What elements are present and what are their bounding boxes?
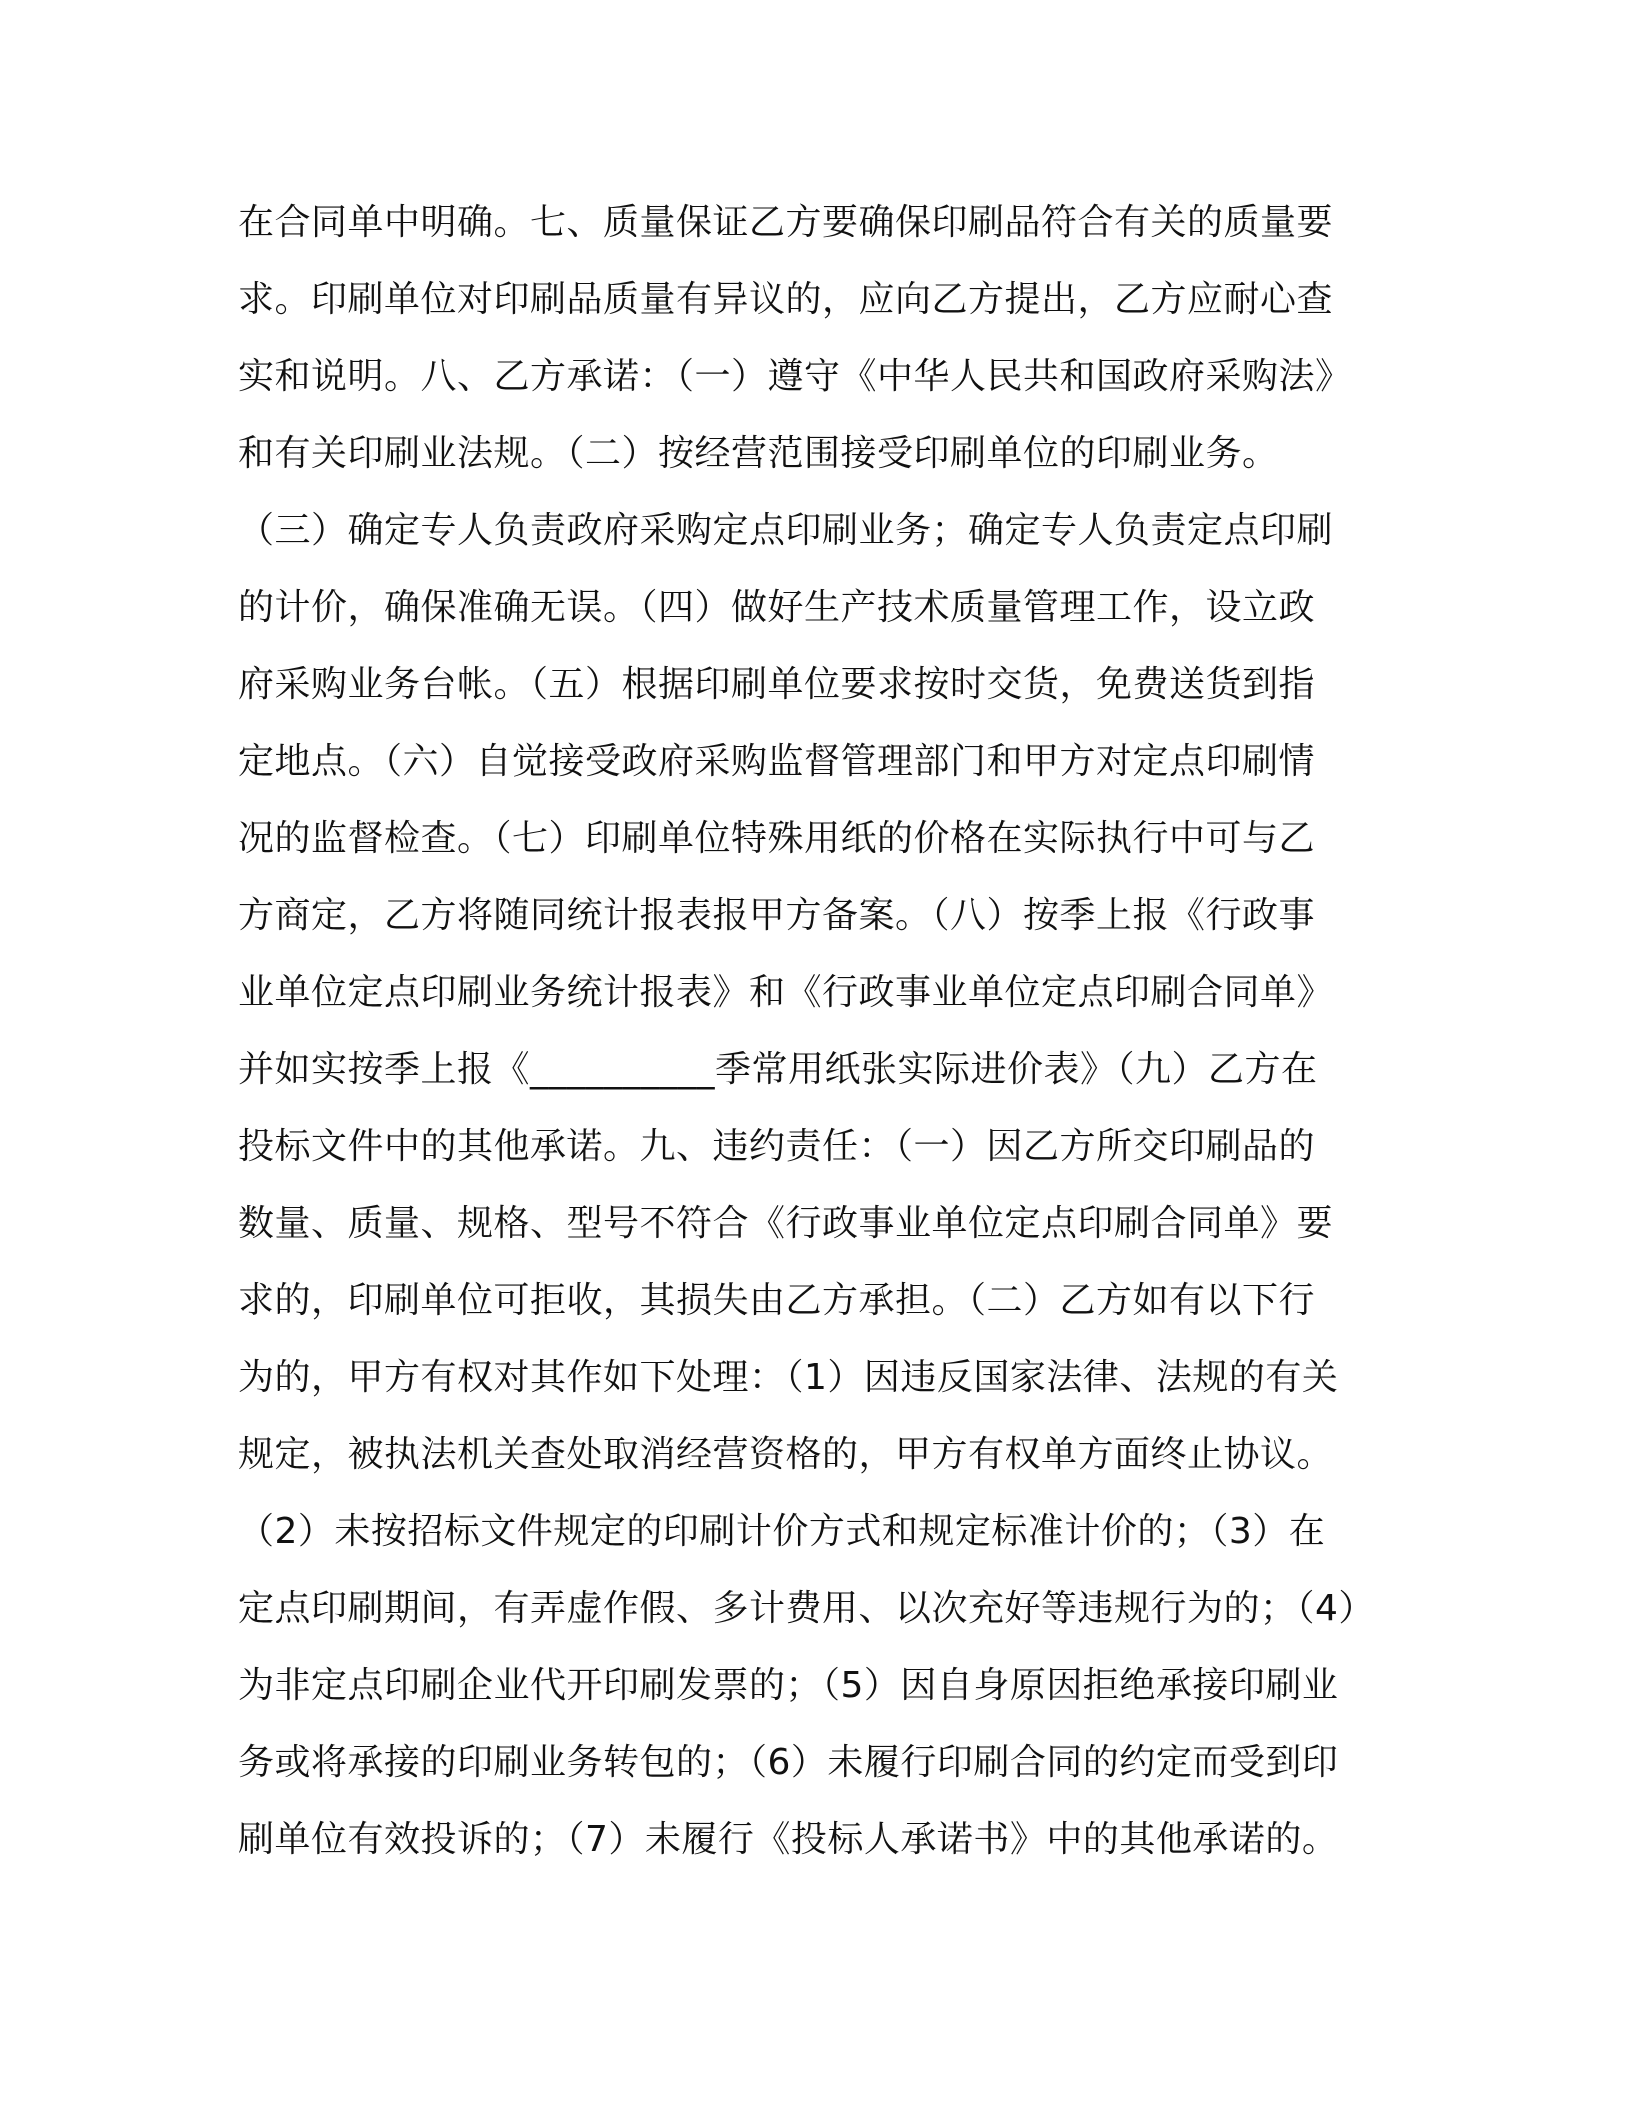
text-line-5: （三）确定专人负责政府采购定点印刷业务；确定专人负责定点印刷 xyxy=(238,510,1334,551)
text-line-16: 为的，甲方有权对其作如下处理：（1）因违反国家法律、法规的有关 xyxy=(238,1357,1339,1398)
contract-body-text xyxy=(238,184,1398,1878)
text-line-4: 和有关印刷业法规。（二）按经营范围接受印刷单位的印刷业务。 xyxy=(238,433,1279,474)
text-line-22: 刷单位有效投诉的；（7）未履行《投标人承诺书》中的其他承诺的。 xyxy=(238,1819,1339,1860)
text-line-19: 定点印刷期间，有弄虚作假、多计费用、以次充好等违规行为的；（4） xyxy=(238,1588,1375,1629)
text-line-15: 求的，印刷单位可拒收，其损失由乙方承担。（二）乙方如有以下行 xyxy=(238,1280,1316,1321)
text-line-12: 并如实按季上报《__________季常用纸张实际进价表》（九）乙方在 xyxy=(238,1049,1318,1090)
text-line-13: 投标文件中的其他承诺。九、违约责任：（一）因乙方所交印刷品的 xyxy=(238,1126,1316,1167)
text-line-21: 务或将承接的印刷业务转包的；（6）未履行印刷合同的约定而受到印 xyxy=(238,1742,1339,1783)
text-line-14: 数量、质量、规格、型号不符合《行政事业单位定点印刷合同单》要 xyxy=(238,1203,1334,1244)
text-line-2: 求。印刷单位对印刷品质量有异议的，应向乙方提出，乙方应耐心查 xyxy=(238,279,1334,320)
text-line-6: 的计价，确保准确无误。（四）做好生产技术质量管理工作，设立政 xyxy=(238,587,1316,628)
text-line-1: 在合同单中明确。七、质量保证乙方要确保印刷品符合有关的质量要 xyxy=(238,202,1334,243)
text-line-8: 定地点。（六）自觉接受政府采购监督管理部门和甲方对定点印刷情 xyxy=(238,741,1316,782)
text-line-17: 规定，被执法机关查处取消经营资格的，甲方有权单方面终止协议。 xyxy=(238,1434,1334,1475)
text-line-18: （2）未按招标文件规定的印刷计价方式和规定标准计价的；（3）在 xyxy=(238,1511,1326,1552)
text-line-10: 方商定，乙方将随同统计报表报甲方备案。（八）按季上报《行政事 xyxy=(238,895,1316,936)
text-line-9: 况的监督检查。（七）印刷单位特殊用纸的价格在实际执行中可与乙 xyxy=(238,818,1316,859)
text-line-11: 业单位定点印刷业务统计报表》和《行政事业单位定点印刷合同单》 xyxy=(238,972,1334,1013)
text-line-20: 为非定点印刷企业代开印刷发票的；（5）因自身原因拒绝承接印刷业 xyxy=(238,1665,1339,1706)
text-line-3: 实和说明。八、乙方承诺：（一）遵守《中华人民共和国政府采购法》 xyxy=(238,356,1352,397)
text-line-7: 府采购业务台帐。（五）根据印刷单位要求按时交货，免费送货到指 xyxy=(238,664,1316,705)
